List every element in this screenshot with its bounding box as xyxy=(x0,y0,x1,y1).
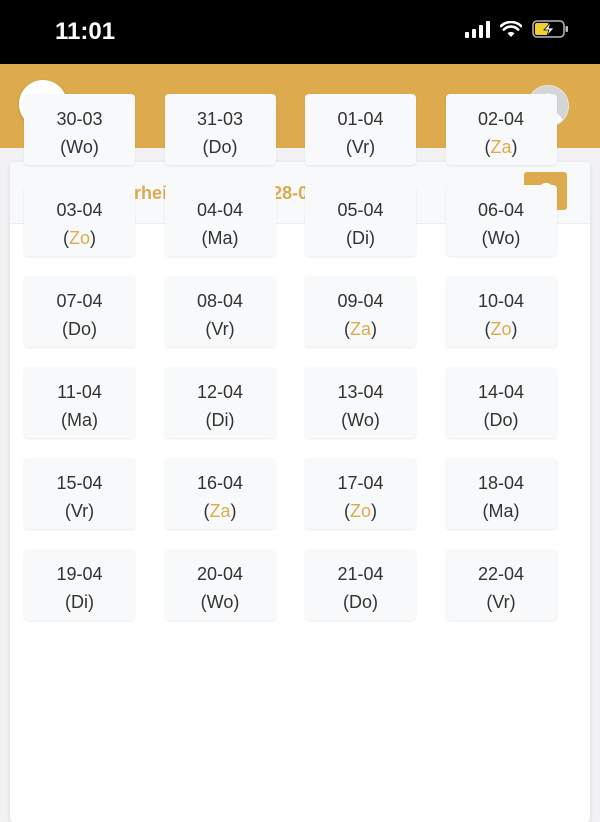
day-weekday-line: (Za) xyxy=(203,501,237,521)
day-weekday-line: (Do) xyxy=(61,319,97,339)
day-date: 10-04 xyxy=(477,291,525,311)
day-weekday: Do xyxy=(489,410,513,430)
day-tile[interactable] xyxy=(24,185,135,256)
day-tile[interactable] xyxy=(165,94,276,165)
day-weekday-line: (Wo) xyxy=(481,228,521,248)
availability-title: 28-04) xyxy=(272,183,325,203)
day-weekday-line: (Di) xyxy=(65,592,94,612)
status-bar xyxy=(0,0,600,64)
cellular-signal-icon xyxy=(465,20,490,38)
day-date: 02-04 xyxy=(477,109,525,129)
day-date: 18-04 xyxy=(477,473,525,493)
day-weekday: Ma xyxy=(66,410,92,430)
day-grid xyxy=(24,94,557,620)
day-weekday: Vr xyxy=(70,501,89,521)
status-icons xyxy=(465,20,570,38)
day-tile[interactable] xyxy=(24,276,135,347)
day-tile[interactable] xyxy=(24,549,135,620)
day-weekday-line: (Di) xyxy=(346,228,375,248)
day-weekday-line: (Ma) xyxy=(201,228,239,248)
day-weekday-line: (Za) xyxy=(343,319,377,339)
day-date: 17-04 xyxy=(337,473,384,493)
day-weekday-line: (Do) xyxy=(483,410,519,430)
day-weekday: Vr xyxy=(211,319,229,339)
day-weekday: Di xyxy=(211,410,229,430)
battery-charging-icon xyxy=(532,20,570,38)
day-weekday: Vr xyxy=(351,137,370,157)
day-tile[interactable] xyxy=(305,549,416,620)
day-weekday: Wo xyxy=(487,228,515,248)
day-date: 01-04 xyxy=(337,109,384,129)
day-date: 31-03 xyxy=(196,109,244,129)
day-weekday-line: (Vr) xyxy=(486,592,516,612)
day-weekday: Do xyxy=(348,592,372,612)
day-tile[interactable] xyxy=(305,367,416,438)
day-weekday: Wo xyxy=(206,592,234,612)
day-weekday-line: (Zo) xyxy=(62,228,96,248)
day-date: 16-04 xyxy=(196,473,244,493)
day-weekday-line: (Wo) xyxy=(200,592,240,612)
day-weekday-line: (Wo) xyxy=(60,137,99,157)
day-weekday-line: (Do) xyxy=(202,137,238,157)
day-weekday: Zo xyxy=(349,501,371,521)
day-tile[interactable] xyxy=(24,94,135,165)
day-weekday-line: (Vr) xyxy=(64,501,95,521)
day-tile[interactable] xyxy=(446,276,557,347)
day-tile[interactable] xyxy=(446,367,557,438)
day-weekday: Vr xyxy=(492,592,510,612)
day-weekday: Di xyxy=(352,228,369,248)
day-weekday-line: (Vr) xyxy=(205,319,235,339)
day-weekday: Do xyxy=(208,137,232,157)
day-tile[interactable] xyxy=(446,458,557,529)
day-date: 09-04 xyxy=(337,291,384,311)
day-date: 15-04 xyxy=(56,473,103,493)
day-date: 19-04 xyxy=(56,564,103,584)
day-weekday: Wo xyxy=(347,410,374,430)
day-tile[interactable] xyxy=(305,458,416,529)
day-weekday-line: (Ma) xyxy=(60,410,98,430)
day-date: 08-04 xyxy=(196,291,244,311)
day-weekday-line: (Wo) xyxy=(341,410,380,430)
day-weekday: Zo xyxy=(68,228,90,248)
day-tile[interactable] xyxy=(165,185,276,256)
day-tile[interactable] xyxy=(165,549,276,620)
day-weekday: Ma xyxy=(488,501,514,521)
day-weekday-line: (Do) xyxy=(342,592,378,612)
day-tile[interactable] xyxy=(24,458,135,529)
day-date: 22-04 xyxy=(477,564,525,584)
day-weekday-line: (Za) xyxy=(484,137,518,157)
day-weekday-line: (Zo) xyxy=(484,319,518,339)
day-weekday: Wo xyxy=(66,137,93,157)
day-weekday-line: (Di) xyxy=(205,410,235,430)
day-weekday: Za xyxy=(209,501,231,521)
day-date: 03-04 xyxy=(56,200,103,220)
status-time: 11:01 xyxy=(55,18,116,45)
day-date: 11-04 xyxy=(57,382,102,402)
day-date: 13-04 xyxy=(337,382,384,402)
day-date: 05-04 xyxy=(337,200,384,220)
wifi-icon xyxy=(500,21,522,38)
day-tile[interactable] xyxy=(305,276,416,347)
day-weekday: Zo xyxy=(490,319,512,339)
day-weekday-line: (Zo) xyxy=(343,501,377,521)
day-weekday-line: (Ma) xyxy=(482,501,520,521)
day-date: 20-04 xyxy=(196,564,244,584)
day-weekday: Ma xyxy=(207,228,233,248)
day-tile[interactable] xyxy=(305,185,416,256)
day-tile[interactable] xyxy=(165,276,276,347)
day-date: 14-04 xyxy=(477,382,525,402)
day-date: 30-03 xyxy=(56,109,103,129)
day-weekday: Do xyxy=(67,319,91,339)
day-tile[interactable] xyxy=(446,94,557,165)
day-date: 21-04 xyxy=(337,564,384,584)
day-date: 06-04 xyxy=(477,200,525,220)
day-weekday: Di xyxy=(71,592,88,612)
day-weekday: Za xyxy=(349,319,371,339)
day-weekday: Za xyxy=(490,137,512,157)
day-tile[interactable] xyxy=(446,185,557,256)
day-weekday-line: (Vr) xyxy=(345,137,376,157)
day-tile[interactable] xyxy=(165,367,276,438)
day-tile[interactable] xyxy=(165,458,276,529)
day-date: 07-04 xyxy=(56,291,103,311)
day-tile[interactable] xyxy=(305,94,416,165)
day-tile[interactable] xyxy=(446,549,557,620)
day-tile[interactable] xyxy=(24,367,135,438)
day-date: 04-04 xyxy=(196,200,244,220)
day-date: 12-04 xyxy=(196,382,244,402)
